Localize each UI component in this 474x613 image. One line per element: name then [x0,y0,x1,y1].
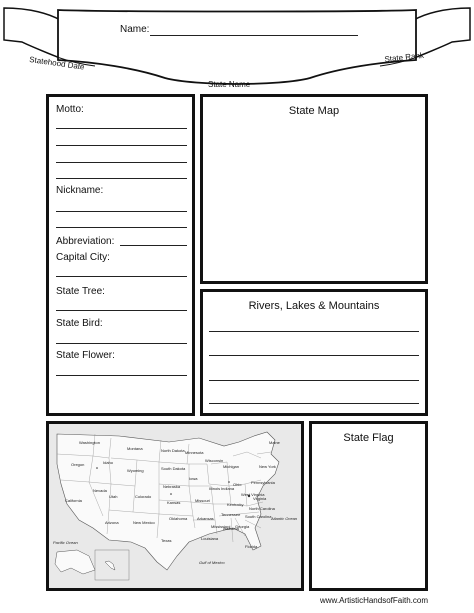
us-map [49,424,301,588]
state-label-pennsylvania: Pennsylvania [251,480,275,485]
state-label-alabama: Alabama [223,526,239,531]
state-label-kentucky: Kentucky [227,502,244,507]
flower-label: State Flower: [56,350,115,361]
state-rank-label: State Rank [384,50,425,64]
state-map-title: State Map [288,105,340,117]
motto-line-1[interactable] [56,128,187,129]
state-label-utah: Utah [109,494,118,499]
state-flag-title: State Flag [343,432,394,444]
state-label-colorado: Colorado [135,494,152,499]
state-label-texas: Texas [161,538,172,543]
state-label-west-virginia: West Virginia [241,492,265,497]
state-label-nebraska: Nebraska [163,484,181,489]
state-flag-box[interactable] [309,421,428,591]
state-label-iowa: Iowa [189,476,198,481]
state-label-wyoming: Wyoming [127,468,144,473]
flower-field[interactable] [56,375,187,376]
state-label-michigan: Michigan [223,464,240,469]
state-label-nevada: Nevada [93,488,107,493]
tree-label: State Tree: [56,286,105,297]
state-label-montana: Montana [127,446,143,451]
water-label-gulf-of-mexico: Gulf of Mexico [199,560,225,565]
state-label-wisconsin: Wisconsin [205,458,224,463]
us-map-box [46,421,304,591]
bird-label: State Bird: [56,318,103,329]
state-label-oregon: Oregon [71,462,85,467]
state-label-indiana: Indiana [221,486,235,491]
state-label-south-dakota: South Dakota [161,466,186,471]
state-name-label: State Name [208,80,251,89]
state-label-idaho: Idaho [103,460,114,465]
capital-field[interactable] [56,276,187,277]
state-label-mississippi: Mississippi [211,524,231,529]
state-label-ohio: Ohio [233,482,242,487]
tree-field[interactable] [56,310,187,311]
capital-label: Capital City: [56,252,110,263]
state-label-oklahoma: Oklahoma [169,516,188,521]
state-label-minnesota: Minnesota [185,450,204,455]
state-label-virginia: Virginia [253,496,267,501]
state-label-tennessee: Tennessee [221,512,241,517]
motto-line-4[interactable] [56,178,187,179]
rivers-line-2[interactable] [209,355,419,356]
state-label-florida: Florida [245,544,258,549]
abbreviation-field[interactable] [120,245,187,246]
state-label-north-dakota: North Dakota [161,448,185,453]
motto-line-2[interactable] [56,145,187,146]
state-label-illinois: Illinois [209,486,221,491]
water-label-atlantic-ocean: Atlantic Ocean [271,516,298,521]
rivers-line-4[interactable] [209,403,419,404]
state-label-new-york: New York [259,464,276,469]
abbreviation-label: Abbreviation: [56,236,115,247]
nickname-label: Nickname: [56,185,104,196]
state-map-box[interactable] [200,94,428,284]
state-label-georgia: Georgia [235,524,250,529]
state-label-arizona: Arizona [105,520,119,525]
nickname-line-1[interactable] [56,211,187,212]
state-label-north-carolina: North Carolina [249,506,275,511]
statehood-date-label: Statehood Date [28,55,86,72]
state-label-new-mexico: New Mexico [133,520,155,525]
state-label-missouri: Missouri [195,498,210,503]
rivers-title: Rivers, Lakes & Mountains [248,300,380,312]
state-label-arkansas: Arkansas [197,516,214,521]
state-label-kansas: Kansas [167,500,181,505]
state-label-south-carolina: South Carolina [245,514,272,519]
state-label-california: California [65,498,82,503]
rivers-lakes-mountains-box [200,289,428,416]
rivers-line-3[interactable] [209,380,419,381]
state-label-maine: Maine [269,440,280,445]
motto-label: Motto: [56,104,84,115]
name-field[interactable] [150,35,358,36]
name-label: Name: [120,24,150,35]
state-label-washington: Washington [79,440,100,445]
water-label-pacific-ocean: Pacific Ocean [53,540,78,545]
title-banner [0,0,474,92]
state-label-louisiana: Louisiana [201,536,219,541]
footer-url[interactable]: www.ArtisticHandsofFaith.com [319,596,428,605]
motto-line-3[interactable] [56,162,187,163]
nickname-line-2[interactable] [56,227,187,228]
rivers-line-1[interactable] [209,331,419,332]
bird-field[interactable] [56,343,187,344]
